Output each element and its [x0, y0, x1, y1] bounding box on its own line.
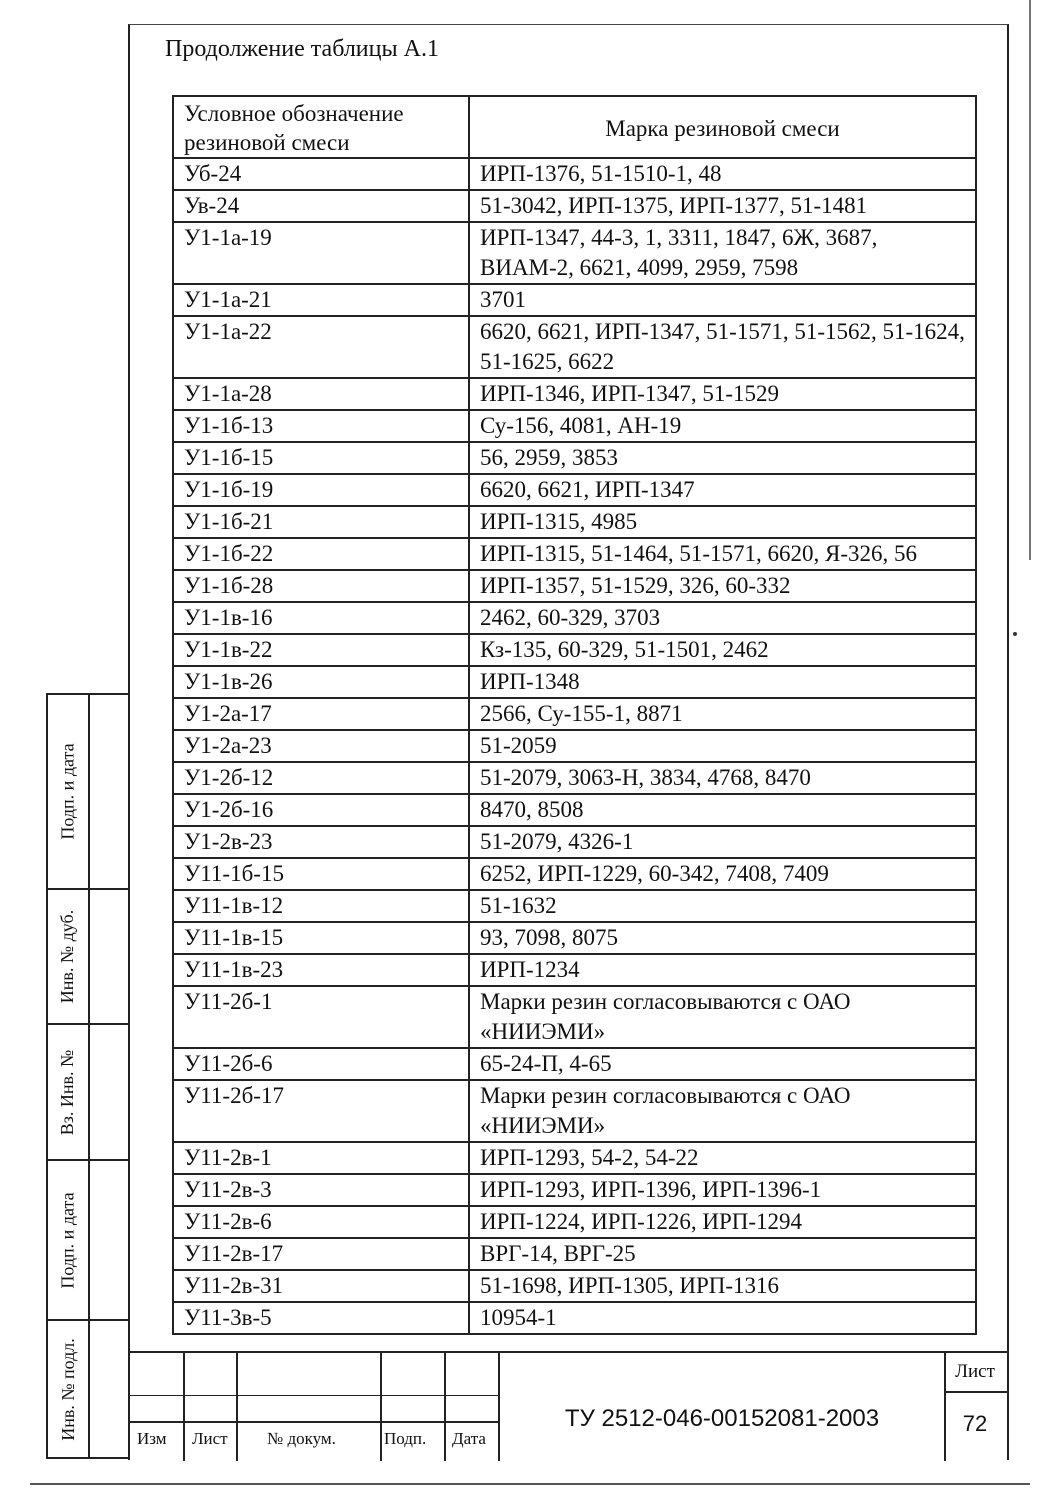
cell-grade: Су-156, 4081, АН-19 — [469, 410, 976, 442]
stamp-label-orig-inv: Инв. № подл. — [57, 1337, 78, 1441]
tb-vline-2 — [236, 1353, 238, 1461]
cell-grade: 51-2079, 4326-1 — [469, 826, 976, 858]
cell-grade: 8470, 8508 — [469, 794, 976, 826]
stamp-cell-sign-date-2 — [46, 1159, 130, 1321]
cell-designation: У1-1б-19 — [173, 474, 469, 506]
cell-designation: У1-1б-15 — [173, 442, 469, 474]
table-row — [173, 634, 976, 666]
cell-designation: У1-1в-26 — [173, 666, 469, 698]
cell-grade: 51-1632 — [469, 890, 976, 922]
cell-grade: Кз-135, 60-329, 51-1501, 2462 — [469, 634, 976, 666]
stamp-cell-replace-inv — [46, 1023, 130, 1161]
cell-designation: У11-2в-17 — [173, 1238, 469, 1270]
table-row — [173, 762, 976, 794]
table-row — [173, 1080, 976, 1142]
stamp-label-dup-inv: Инв. № дуб. — [57, 909, 78, 1004]
table-row — [173, 890, 976, 922]
tb-vline-1 — [183, 1353, 185, 1461]
cell-designation: У11-1в-12 — [173, 890, 469, 922]
cell-grade: 51-2079, 3063-Н, 3834, 4768, 8470 — [469, 762, 976, 794]
table-row — [173, 1174, 976, 1206]
cell-designation: У11-2в-6 — [173, 1206, 469, 1238]
cell-grade: 3701 — [469, 284, 976, 316]
cell-designation: У1-2а-17 — [173, 698, 469, 730]
tb-col-change: Изм — [137, 1429, 167, 1448]
cell-designation: У1-1б-22 — [173, 538, 469, 570]
table-row — [173, 1270, 976, 1302]
header-grade: Марка резиновой смеси — [469, 96, 976, 158]
table-row — [173, 1142, 976, 1174]
cell-designation: У1-1а-19 — [173, 222, 469, 284]
cell-designation: У11-2б-6 — [173, 1048, 469, 1080]
table-row — [173, 698, 976, 730]
cell-designation: У1-1а-22 — [173, 316, 469, 378]
cell-designation: У1-1б-21 — [173, 506, 469, 538]
table-row — [173, 858, 976, 890]
cell-designation: Уб-24 — [173, 158, 469, 190]
table-row — [173, 506, 976, 538]
table-row — [173, 222, 976, 284]
cell-grade: ИРП-1224, ИРП-1226, ИРП-1294 — [469, 1206, 976, 1238]
cell-grade: ИРП-1346, ИРП-1347, 51-1529 — [469, 378, 976, 410]
table-row — [173, 986, 976, 1048]
side-stamp — [46, 693, 130, 1459]
cell-designation: Ув-24 — [173, 190, 469, 222]
cell-grade: 56, 2959, 3853 — [469, 442, 976, 474]
table-row — [173, 1302, 976, 1334]
tb-col-sheet: Лист — [192, 1429, 228, 1448]
cell-designation: У1-1в-16 — [173, 602, 469, 634]
cell-designation: У1-2б-16 — [173, 794, 469, 826]
table-row — [173, 378, 976, 410]
cell-designation: У11-1б-15 — [173, 858, 469, 890]
table-row — [173, 158, 976, 190]
bottom-rule — [30, 1483, 1030, 1485]
tb-col-date: Дата — [452, 1429, 486, 1448]
table-row — [173, 442, 976, 474]
header-designation: Условное обозначение резиновой смеси — [173, 96, 469, 158]
cell-grade: ВРГ-14, ВРГ-25 — [469, 1238, 976, 1270]
cell-grade: ИРП-1315, 51-1464, 51-1571, 6620, Я-326, 56 — [469, 538, 976, 570]
rubber-mix-table — [172, 95, 977, 1335]
tb-vline-3 — [380, 1353, 382, 1461]
table-body — [173, 158, 976, 1334]
table-row — [173, 954, 976, 986]
tb-hline-2 — [130, 1421, 498, 1423]
cell-grade: 51-3042, ИРП-1375, ИРП-1377, 51-1481 — [469, 190, 976, 222]
cell-grade: 6620, 6621, ИРП-1347, 51-1571, 51-1562, 51-1624, 51-1625, 6622 — [469, 316, 976, 378]
cell-designation: У1-2в-23 — [173, 826, 469, 858]
table-caption: Продолжение таблицы А.1 — [165, 36, 439, 62]
cell-grade: 2566, Су-155-1, 8871 — [469, 698, 976, 730]
cell-designation: У1-1а-21 — [173, 284, 469, 316]
table-row — [173, 602, 976, 634]
cell-grade: ИРП-1315, 4985 — [469, 506, 976, 538]
cell-grade: ИРП-1347, 44-3, 1, 3311, 1847, 6Ж, 3687, ВИАМ-2, 6621, 4099, 2959, 7598 — [469, 222, 976, 284]
cell-grade: Марки резин согласовываются с ОАО «НИИЭМИ» — [469, 1080, 976, 1142]
cell-designation: У11-1в-15 — [173, 922, 469, 954]
table-row — [173, 1206, 976, 1238]
cell-grade: 93, 7098, 8075 — [469, 922, 976, 954]
sheet-number: 72 — [962, 1411, 988, 1436]
table-row — [173, 316, 976, 378]
scan-edge-line — [1029, 0, 1031, 560]
cell-grade: ИРП-1357, 51-1529, 326, 60-332 — [469, 570, 976, 602]
cell-grade: 51-2059 — [469, 730, 976, 762]
cell-designation: У11-2в-1 — [173, 1142, 469, 1174]
tb-hline-1 — [130, 1395, 498, 1396]
table-row — [173, 794, 976, 826]
table-row — [173, 1238, 976, 1270]
cell-designation: У11-2в-3 — [173, 1174, 469, 1206]
stamp-cell-orig-inv — [46, 1319, 130, 1459]
cell-designation: У1-2б-12 — [173, 762, 469, 794]
table-row — [173, 826, 976, 858]
table-row — [173, 1048, 976, 1080]
stamp-label-sign-date-2: Подп. и дата — [57, 1191, 78, 1289]
cell-grade: 2462, 60-329, 3703 — [469, 602, 976, 634]
cell-grade: 6620, 6621, ИРП-1347 — [469, 474, 976, 506]
cell-designation: У11-2б-1 — [173, 986, 469, 1048]
stamp-label-replace-inv: Вз. Инв. № — [57, 1049, 78, 1135]
stamp-label-sign-date-1: Подп. и дата — [57, 743, 78, 840]
document-code: ТУ 2512-046-00152081-2003 — [564, 1405, 880, 1432]
table-row — [173, 474, 976, 506]
table-header-row — [173, 96, 976, 158]
table-row — [173, 570, 976, 602]
stamp-cell-sign-date-1 — [46, 693, 130, 890]
cell-designation: У11-2в-31 — [173, 1270, 469, 1302]
cell-grade: 10954-1 — [469, 1302, 976, 1334]
cell-designation: У1-1в-22 — [173, 634, 469, 666]
table-row — [173, 410, 976, 442]
table-row — [173, 730, 976, 762]
tb-hline-sheet — [944, 1391, 1007, 1393]
tb-col-doc-no: № докум. — [267, 1429, 336, 1448]
table-row — [173, 190, 976, 222]
cell-grade: ИРП-1293, 54-2, 54-22 — [469, 1142, 976, 1174]
cell-grade: 6252, ИРП-1229, 60-342, 7408, 7409 — [469, 858, 976, 890]
table-row — [173, 538, 976, 570]
table-row — [173, 922, 976, 954]
cell-grade: ИРП-1293, ИРП-1396, ИРП-1396-1 — [469, 1174, 976, 1206]
sheet-label: Лист — [955, 1361, 995, 1382]
cell-grade: 65-24-П, 4-65 — [469, 1048, 976, 1080]
scan-dot — [1013, 632, 1017, 636]
table-row — [173, 666, 976, 698]
tb-vline-4 — [444, 1353, 446, 1461]
cell-designation: У11-3в-5 — [173, 1302, 469, 1334]
cell-designation: У11-2б-17 — [173, 1080, 469, 1142]
tb-col-sign: Подп. — [384, 1429, 427, 1448]
cell-grade: Марки резин согласовываются с ОАО «НИИЭМИ» — [469, 986, 976, 1048]
stamp-cell-dup-inv — [46, 888, 130, 1025]
cell-designation: У1-1б-28 — [173, 570, 469, 602]
table-row — [173, 284, 976, 316]
cell-designation: У1-2а-23 — [173, 730, 469, 762]
cell-grade: ИРП-1348 — [469, 666, 976, 698]
cell-designation: У11-1в-23 — [173, 954, 469, 986]
cell-grade: 51-1698, ИРП-1305, ИРП-1316 — [469, 1270, 976, 1302]
cell-grade: ИРП-1376, 51-1510-1, 48 — [469, 158, 976, 190]
cell-designation: У1-1б-13 — [173, 410, 469, 442]
cell-designation: У1-1а-28 — [173, 378, 469, 410]
title-block — [130, 1351, 1007, 1461]
cell-grade: ИРП-1234 — [469, 954, 976, 986]
